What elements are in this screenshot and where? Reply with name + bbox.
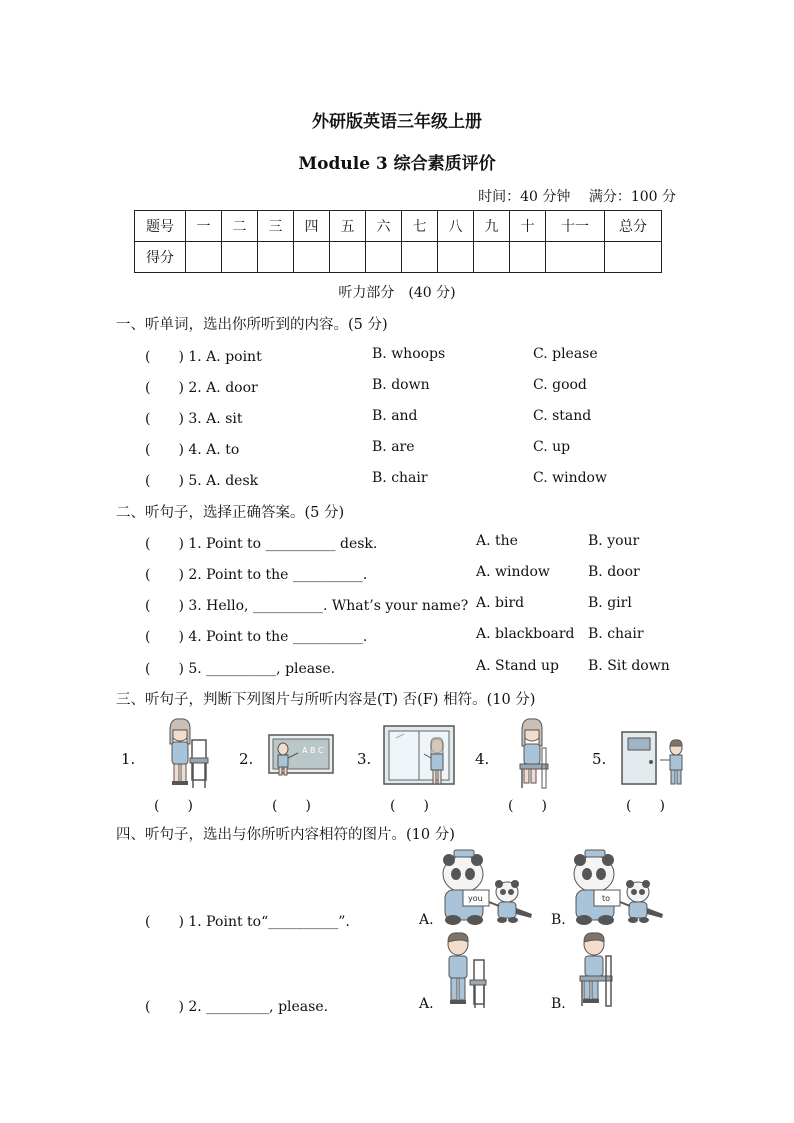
picture-number: 1. xyxy=(121,750,136,768)
card-word: to xyxy=(602,894,611,903)
page-title: 外研版英语三年级上册 xyxy=(312,112,482,132)
exam-meta xyxy=(478,186,676,206)
part4-heading: 四、听句子，选出与你所听内容相符的图片。(10 分) xyxy=(116,827,455,843)
time-limit: 时间：40 分钟 xyxy=(478,189,571,205)
option-a[interactable]: A. window xyxy=(476,564,550,580)
option-b[interactable]: B. your xyxy=(588,533,640,549)
question-text: ( ) 2. Point to the __________. xyxy=(145,567,368,583)
card-word: you xyxy=(468,894,483,903)
score-cell: 二 xyxy=(222,211,258,242)
option-c[interactable]: C. good xyxy=(533,377,587,393)
option-a-label[interactable]: A. xyxy=(419,912,434,928)
score-input-cell[interactable] xyxy=(474,242,510,273)
score-row-label: 得分 xyxy=(135,242,186,273)
option-b[interactable]: B. chair xyxy=(588,626,644,642)
girl-pointing-at-window-illustration xyxy=(382,724,458,788)
score-cell: 七 xyxy=(402,211,438,242)
score-input-cell[interactable] xyxy=(222,242,258,273)
question-text: ( ) 2. _________, please. xyxy=(145,999,329,1015)
score-table-score-row xyxy=(135,242,662,273)
score-input-cell[interactable] xyxy=(510,242,546,273)
girl-sitting-on-chair-illustration xyxy=(514,718,554,790)
picture-number: 4. xyxy=(475,750,490,768)
part3-heading: 三、听句子，判断下列图片与所听内容是(T) 否(F) 相符。(10 分) xyxy=(116,692,536,708)
question-text: ( ) 5. A. desk xyxy=(145,473,259,489)
question-text: ( ) 2. A. door xyxy=(145,380,258,396)
score-cell: 八 xyxy=(438,211,474,242)
score-cell: 四 xyxy=(294,211,330,242)
score-cell: 十一 xyxy=(546,211,605,242)
score-cell: 六 xyxy=(366,211,402,242)
option-b[interactable]: B. are xyxy=(372,439,415,455)
score-input-cell[interactable] xyxy=(186,242,222,273)
answer-blank[interactable]: ( ) xyxy=(272,798,311,814)
option-a-label[interactable]: A. xyxy=(419,996,434,1012)
question-text: ( ) 4. Point to the __________. xyxy=(145,629,368,645)
score-cell: 九 xyxy=(474,211,510,242)
option-a[interactable]: A. Stand up xyxy=(476,658,559,674)
score-cell: 五 xyxy=(330,211,366,242)
part2-heading: 二、听句子，选择正确答案。(5 分) xyxy=(116,505,345,521)
answer-blank[interactable]: ( ) xyxy=(390,798,429,814)
question-text: ( ) 3. A. sit xyxy=(145,411,243,427)
score-input-cell[interactable] xyxy=(402,242,438,273)
panda-holding-you-card-illustration xyxy=(437,848,537,928)
option-b[interactable]: B. Sit down xyxy=(588,658,670,674)
answer-blank[interactable]: ( ) xyxy=(626,798,665,814)
score-table-header-row xyxy=(135,211,662,242)
score-input-cell[interactable] xyxy=(546,242,605,273)
option-b[interactable]: B. down xyxy=(372,377,430,393)
option-a[interactable]: A. blackboard xyxy=(476,626,575,642)
answer-blank[interactable]: ( ) xyxy=(508,798,547,814)
score-input-cell[interactable] xyxy=(366,242,402,273)
question-text: ( ) 4. A. to xyxy=(145,442,240,458)
question-text: ( ) 5. __________, please. xyxy=(145,661,336,677)
score-input-cell[interactable] xyxy=(294,242,330,273)
part1-heading: 一、听单词，选出你所听到的内容。(5 分) xyxy=(116,317,388,333)
option-b[interactable]: B. whoops xyxy=(372,346,446,362)
page-subtitle: Module 3 综合素质评价 xyxy=(298,154,496,174)
score-cell: 三 xyxy=(258,211,294,242)
score-cell: 题号 xyxy=(135,211,186,242)
question-text: ( ) 1. Point to __________ desk. xyxy=(145,536,378,552)
question-text: ( ) 3. Hello, __________. What’s your name? xyxy=(145,598,469,614)
girl-at-blackboard-illustration xyxy=(268,733,334,777)
answer-blank[interactable]: ( ) xyxy=(154,798,193,814)
option-c[interactable]: C. stand xyxy=(533,408,592,424)
panda-holding-to-card-illustration xyxy=(568,848,668,928)
option-b[interactable]: B. chair xyxy=(372,470,428,486)
question-text: ( ) 1. A. point xyxy=(145,349,262,365)
question-text: ( ) 1. Point to“__________”. xyxy=(145,914,350,930)
score-input-cell[interactable] xyxy=(438,242,474,273)
option-b-label[interactable]: B. xyxy=(551,912,566,928)
score-input-cell[interactable] xyxy=(330,242,366,273)
score-table xyxy=(134,210,662,273)
option-b-label[interactable]: B. xyxy=(551,996,566,1012)
score-cell: 十 xyxy=(510,211,546,242)
option-c[interactable]: C. up xyxy=(533,439,571,455)
boy-standing-by-chair-illustration xyxy=(440,930,488,1010)
option-a[interactable]: A. the xyxy=(476,533,518,549)
score-input-cell[interactable] xyxy=(605,242,662,273)
picture-number: 2. xyxy=(239,750,254,768)
option-b[interactable]: B. and xyxy=(372,408,418,424)
boy-pointing-at-door-illustration xyxy=(620,730,690,786)
score-cell: 一 xyxy=(186,211,222,242)
option-b[interactable]: B. girl xyxy=(588,595,632,611)
picture-number: 3. xyxy=(357,750,372,768)
option-c[interactable]: C. window xyxy=(533,470,607,486)
option-a[interactable]: A. bird xyxy=(476,595,525,611)
picture-number: 5. xyxy=(592,750,607,768)
girl-standing-by-chair-illustration xyxy=(160,718,212,790)
option-b[interactable]: B. door xyxy=(588,564,640,580)
option-c[interactable]: C. please xyxy=(533,346,598,362)
listening-section-title: 听力部分 (40 分) xyxy=(338,285,456,301)
full-score: 满分：100 分 xyxy=(588,189,676,205)
score-cell: 总分 xyxy=(605,211,662,242)
blackboard-letters: A B C xyxy=(302,746,324,755)
boy-sitting-on-chair-illustration xyxy=(572,930,620,1010)
score-input-cell[interactable] xyxy=(258,242,294,273)
